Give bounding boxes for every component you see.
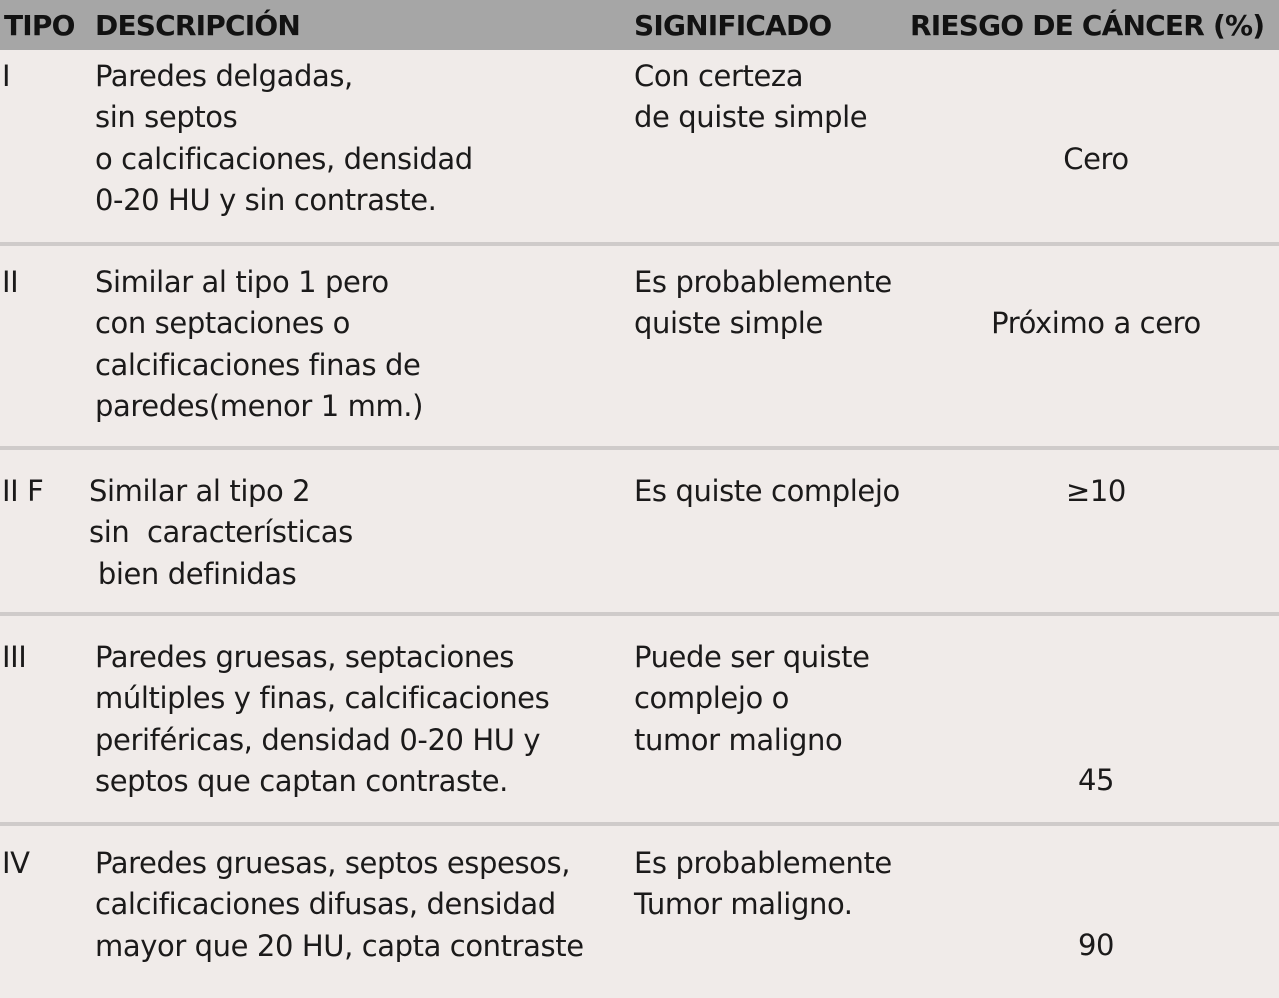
cell-riesgo: Próximo a cero [991,306,1201,340]
cell-significado: Es probablemente Tumor maligno. [634,846,892,922]
cell-tipo: III [2,640,27,674]
cell-significado: Es quiste complejo [634,474,900,508]
cell-riesgo: 45 [1077,763,1115,797]
cell-riesgo: 90 [1077,928,1115,962]
cell-significado: Con certeza de quiste simple [634,59,868,135]
cell-tipo: IV [2,846,30,880]
cell-riesgo: Cero [1063,142,1129,176]
cell-tipo: I [2,59,11,93]
header-descripcion: DESCRIPCIÓN [95,9,300,42]
cell-significado: Es probablemente quiste simple [634,265,892,341]
cell-significado: Puede ser quiste complejo o tumor maligno [634,640,870,757]
cell-tipo: II [2,265,19,299]
header-riesgo: RIESGO DE CÁNCER (%) [910,9,1265,42]
header-tipo: TIPO [4,9,75,42]
cell-tipo: II F [2,474,44,508]
cell-descripcion: Similar al tipo 2 sin características bien definidas [89,474,353,591]
cell-descripcion: Similar al tipo 1 pero con septaciones o calcificaciones finas de paredes(menor 1 mm.) [95,265,424,423]
cell-descripcion: Paredes gruesas, septaciones múltiples y finas, calcificaciones periféricas, densidad 0-20 HU y septos que captan contraste. [95,640,550,798]
cell-riesgo: ≥10 [1065,474,1126,508]
cell-descripcion: Paredes gruesas, septos espesos, calcificaciones difusas, densidad mayor que 20 HU, capta contraste [95,846,584,963]
cell-descripcion: Paredes delgadas, sin septos o calcificaciones, densidad 0-20 HU y sin contraste. [95,59,473,217]
header-significado: SIGNIFICADO [634,9,832,42]
